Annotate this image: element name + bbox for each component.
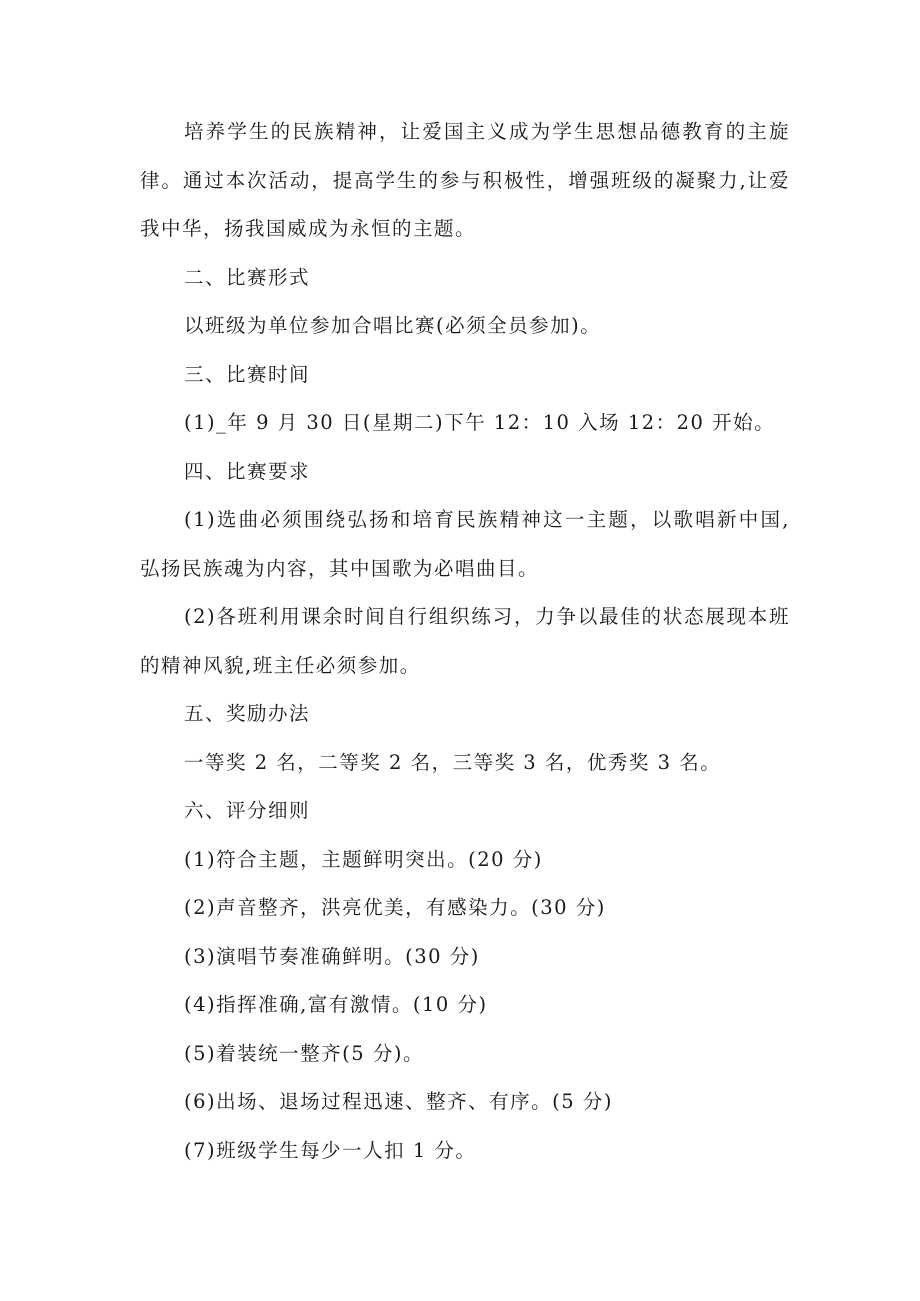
time-paragraph: (1)_年 9 月 30 日(星期二)下午 12：10 入场 12：20 开始。 [184, 411, 776, 434]
scoring-item: (4)指挥准确,富有激情。(10 分) [184, 993, 488, 1016]
awards-paragraph: 一等奖 2 名，二等奖 2 名，三等奖 3 名，优秀奖 3 名。 [184, 750, 722, 774]
requirement-item: (2)各班利用课余时间自行组织练习，力争以最佳的状态展现本班的精神风貌,班主任必须参加。 [140, 605, 790, 677]
section-heading-time: 三、比赛时间 [184, 362, 311, 386]
section-heading-requirements: 四、比赛要求 [184, 459, 311, 483]
format-paragraph: 以班级为单位参加合唱比赛(必须全员参加)。 [184, 314, 602, 337]
scoring-item: (3)演唱节奏准确鲜明。(30 分) [184, 944, 480, 968]
intro-paragraph: 培养学生的民族精神，让爱国主义成为学生思想品德教育的主旋律。通过本次活动，提高学生的参与积极性，增强班级的凝聚力,让爱我中华，扬我国威成为永恒的主题。 [140, 120, 790, 240]
document-body [140, 108, 790, 1175]
scoring-item: (5)着装统一整齐(5 分)。 [184, 1041, 424, 1065]
section-heading-format: 二、比赛形式 [184, 265, 311, 289]
scoring-item: (2)声音整齐，洪亮优美，有感染力。(30 分) [184, 896, 606, 919]
section-heading-scoring: 六、评分细则 [184, 799, 311, 822]
scoring-item: (7)班级学生每少一人扣 1 分。 [184, 1138, 477, 1162]
section-heading-awards: 五、奖励办法 [184, 702, 311, 725]
scoring-item: (6)出场、退场过程迅速、整齐、有序。(5 分) [184, 1090, 613, 1113]
requirement-item: (1)选曲必须围绕弘扬和培育民族精神这一主题，以歌唱新中国,弘扬民族魂为内容，其中国歌为必唱曲目。 [140, 508, 790, 580]
scoring-item: (1)符合主题，主题鲜明突出。(20 分) [184, 847, 543, 871]
